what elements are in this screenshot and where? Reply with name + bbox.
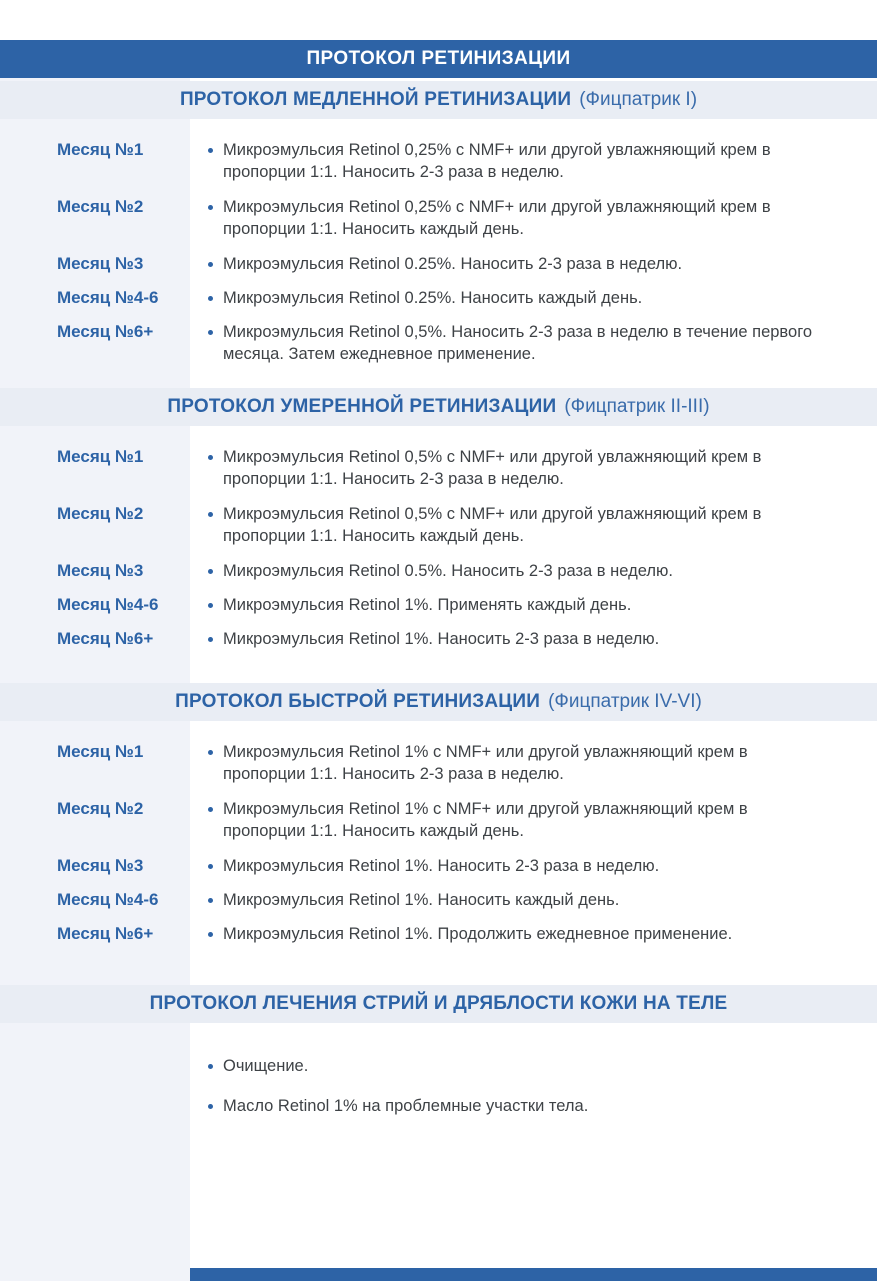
- section-title: ПРОТОКОЛ ЛЕЧЕНИЯ СТРИЙ И ДРЯБЛОСТИ КОЖИ НА ТЕЛЕ: [149, 993, 728, 1014]
- bullet-icon: [208, 864, 213, 869]
- bullet-icon: [208, 296, 213, 301]
- month-label: Месяц №2: [57, 504, 144, 523]
- month-label: Месяц №3: [57, 254, 144, 273]
- row-content: [190, 594, 631, 616]
- bullet-icon: [208, 262, 213, 267]
- protocol-text: Микроэмульсия Retinol 0,25% с NMF+ или другой увлажняющий крем в пропорции 1:1. Наносить каждый день.: [223, 198, 771, 238]
- row-content: [190, 253, 682, 275]
- table-row: [0, 321, 877, 365]
- protocol-text: Микроэмульсия Retinol 1% с NMF+ или другой увлажняющий крем в пропорции 1:1. Наносить каждый день.: [223, 800, 748, 840]
- month-label: Месяц №1: [57, 742, 144, 761]
- section-title: ПРОТОКОЛ МЕДЛЕННОЙ РЕТИНИЗАЦИИ: [179, 89, 572, 110]
- month-label: Месяц №6+: [57, 924, 154, 943]
- protocol-text: Микроэмульсия Retinol 0,5%. Наносить 2-3 раза в неделю в течение первого месяца. Затем ежедневное применение.: [223, 323, 813, 363]
- table-row: [0, 923, 877, 945]
- month-label: Месяц №2: [57, 197, 144, 216]
- table-row: [0, 889, 877, 911]
- table-row: [0, 253, 877, 275]
- protocol-text: Очищение.: [223, 1057, 309, 1075]
- protocol-text: Микроэмульсия Retinol 1%. Наносить каждый день.: [223, 891, 620, 909]
- section-rows-fast: [0, 721, 877, 985]
- month-label: Месяц №1: [57, 447, 144, 466]
- row-content: [190, 889, 619, 911]
- table-row: [0, 196, 877, 240]
- row-content: [190, 628, 659, 650]
- section-rows-moderate: [0, 426, 877, 683]
- row-content: [190, 855, 659, 877]
- month-label: Месяц №6+: [57, 322, 154, 341]
- bullet-icon: [208, 603, 213, 608]
- section-title: ПРОТОКОЛ БЫСТРОЙ РЕТИНИЗАЦИИ: [175, 691, 541, 712]
- bullet-icon: [208, 750, 213, 755]
- main-header-bar: [0, 40, 877, 78]
- row-content: [190, 923, 732, 945]
- bullet-icon: [208, 569, 213, 574]
- bullet-icon: [208, 1064, 213, 1069]
- section-title: ПРОТОКОЛ УМЕРЕННОЙ РЕТИНИЗАЦИИ: [167, 396, 557, 417]
- table-row: [0, 741, 877, 785]
- bullet-icon: [208, 455, 213, 460]
- table-row: [0, 594, 877, 616]
- protocol-text: Микроэмульсия Retinol 1%. Наносить 2-3 раза в неделю.: [223, 857, 660, 875]
- row-content: [190, 503, 813, 547]
- section-rows-slow: [0, 119, 877, 388]
- protocol-text: Микроэмульсия Retinol 0,25% с NMF+ или другой увлажняющий крем в пропорции 1:1. Наносить 2-3 раза в неделю.: [223, 141, 771, 181]
- bullet-icon: [208, 512, 213, 517]
- protocol-text: Микроэмульсия Retinol 0,5% с NMF+ или другой увлажняющий крем в пропорции 1:1. Наносить каждый день.: [223, 505, 762, 545]
- month-label: Месяц №4-6: [57, 890, 159, 909]
- table-row: [0, 446, 877, 490]
- protocol-text: Микроэмульсия Retinol 1% с NMF+ или другой увлажняющий крем в пропорции 1:1. Наносить 2-3 раза в неделю.: [223, 743, 748, 783]
- table-row: [0, 503, 877, 547]
- list-item: [208, 1095, 877, 1117]
- document-page: [0, 40, 877, 1281]
- section-subtitle: (Фицпатрик I): [579, 89, 698, 110]
- protocol-text: Микроэмульсия Retinol 0.25%. Наносить каждый день.: [223, 289, 643, 307]
- row-content: [190, 321, 813, 365]
- row-content: [190, 446, 813, 490]
- bullet-icon: [208, 898, 213, 903]
- bullet-icon: [208, 148, 213, 153]
- bullet-icon: [208, 637, 213, 642]
- section-subtitle: (Фицпатрик II-III): [564, 396, 710, 417]
- month-label: Месяц №2: [57, 799, 144, 818]
- row-content: [190, 139, 813, 183]
- table-row: [0, 798, 877, 842]
- table-row: [0, 287, 877, 309]
- bottom-accent-bar: [190, 1268, 877, 1281]
- section-header-moderate: [0, 388, 877, 426]
- protocol-text: Масло Retinol 1% на проблемные участки тела.: [223, 1097, 589, 1115]
- bullet-icon: [208, 205, 213, 210]
- table-row: [0, 628, 877, 650]
- bullet-icon: [208, 932, 213, 937]
- table-row: [0, 855, 877, 877]
- protocol-text: Микроэмульсия Retinol 0.25%. Наносить 2-3 раза в неделю.: [223, 255, 683, 273]
- row-content: [190, 196, 813, 240]
- bullet-icon: [208, 807, 213, 812]
- month-label: Месяц №1: [57, 140, 144, 159]
- section-header-slow: [0, 81, 877, 119]
- table-row: [0, 560, 877, 582]
- protocol-text: Микроэмульсия Retinol 1%. Продолжить ежедневное применение.: [223, 925, 733, 943]
- list-item: [208, 1055, 877, 1077]
- row-content: [190, 287, 642, 309]
- row-content: [190, 560, 673, 582]
- row-content: [190, 798, 813, 842]
- section-header-body-treatment: [0, 985, 877, 1023]
- protocol-text: Микроэмульсия Retinol 1%. Применять каждый день.: [223, 596, 632, 614]
- month-label: Месяц №4-6: [57, 595, 159, 614]
- section-bullets-body-treatment: [0, 1023, 877, 1117]
- bullet-icon: [208, 330, 213, 335]
- month-label: Месяц №3: [57, 856, 144, 875]
- row-content: [190, 741, 813, 785]
- table-row: [0, 139, 877, 183]
- section-header-fast: [0, 683, 877, 721]
- month-label: Месяц №6+: [57, 629, 154, 648]
- protocol-text: Микроэмульсия Retinol 0,5% с NMF+ или другой увлажняющий крем в пропорции 1:1. Наносить 2-3 раза в неделю.: [223, 448, 762, 488]
- month-label: Месяц №3: [57, 561, 144, 580]
- protocol-text: Микроэмульсия Retinol 1%. Наносить 2-3 раза в неделю.: [223, 630, 660, 648]
- page-title: ПРОТОКОЛ РЕТИНИЗАЦИИ: [306, 48, 571, 69]
- protocol-text: Микроэмульсия Retinol 0.5%. Наносить 2-3 раза в неделю.: [223, 562, 673, 580]
- bullet-icon: [208, 1104, 213, 1109]
- month-label: Месяц №4-6: [57, 288, 159, 307]
- section-subtitle: (Фицпатрик IV-VI): [548, 691, 702, 712]
